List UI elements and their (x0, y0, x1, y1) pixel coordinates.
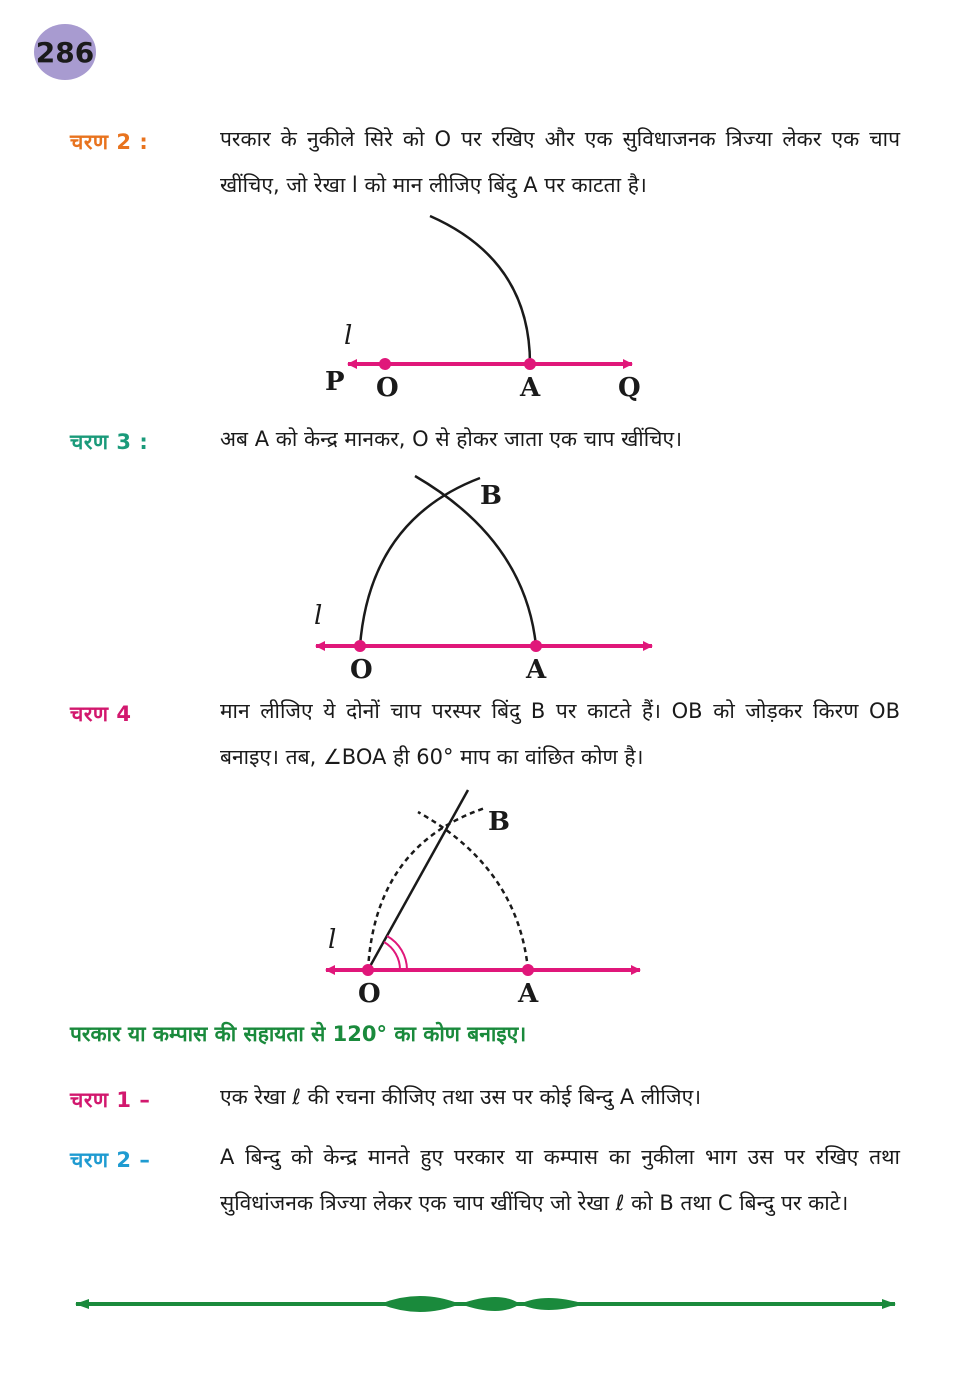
decorative-divider (76, 1296, 895, 1312)
fig3-dashed-arc-from-o (368, 808, 485, 970)
step-3-text: अब A को केन्द्र मानकर, O से होकर जाता एक चाप खींचिए। (220, 427, 683, 451)
fig1-arc (430, 216, 530, 364)
step-b1-label: चरण 1 – (70, 1088, 151, 1112)
step-2-text: परकार के नुकीले सिरे को O पर रखिए और एक सुविधाजनक त्रिज्या लेकर एक चाप खींचिए, जो रेखा l को मान लीजिए बिंदु A पर काटता है। (220, 127, 900, 197)
fig1-label-p: P (325, 367, 345, 397)
step-2-label: चरण 2 : (70, 130, 149, 154)
fig3-angle-mark-outer (387, 936, 407, 970)
fig3-label-b: B (488, 807, 510, 837)
fig1-point-o (379, 358, 391, 370)
figure-1 (325, 216, 641, 403)
figure-3 (326, 790, 640, 1009)
fig1-label-a: A (520, 373, 541, 403)
fig3-point-o (362, 964, 374, 976)
fig1-point-a (524, 358, 536, 370)
fig1-label-l: l (344, 321, 353, 351)
fig2-label-b: B (480, 481, 502, 511)
fig1-label-q: Q (618, 373, 641, 403)
fig2-point-a (530, 640, 542, 652)
fig2-label-o: O (350, 655, 373, 685)
step-b2-text: A बिन्दु को केन्द्र मानते हुए परकार या कम्पास का नुकीला भाग उस पर रखिए तथा सुविधांजनक त्रिज्या लेकर एक चाप खींचिए जो रेखा ℓ को B तथा C बिन्दु पर काटे। (220, 1145, 900, 1215)
fig2-arc-from-o (360, 478, 480, 646)
step-4-text: मान लीजिए ये दोनों चाप परस्पर बिंदु B पर काटते हैं। OB को जोड़कर किरण OB बनाइए। तब, ∠BOA ही 60° माप का वांछित कोण है। (220, 699, 900, 769)
fig1-label-o: O (376, 373, 399, 403)
fig3-label-o: O (358, 979, 381, 1009)
fig2-point-o (354, 640, 366, 652)
fig3-label-l: l (328, 925, 337, 955)
fig3-point-a (522, 964, 534, 976)
step-b1-text: एक रेखा ℓ की रचना कीजिए तथा उस पर कोई बिन्दु A लीजिए। (220, 1085, 702, 1109)
fig2-label-l: l (314, 601, 323, 631)
step-4-label: चरण 4 (70, 702, 132, 726)
page-number-badge: 286 (34, 24, 96, 80)
fig2-label-a: A (526, 655, 547, 685)
figure-2 (314, 476, 652, 685)
fig3-dashed-arc-from-a (418, 812, 528, 970)
step-b2-label: चरण 2 – (70, 1148, 151, 1172)
step-3-label: चरण 3 : (70, 430, 149, 454)
fig3-label-a: A (518, 979, 539, 1009)
fig3-ray-ob (368, 790, 468, 970)
section-heading-120: परकार या कम्पास की सहायता से 120° का कोण बनाइए। (70, 1022, 527, 1046)
